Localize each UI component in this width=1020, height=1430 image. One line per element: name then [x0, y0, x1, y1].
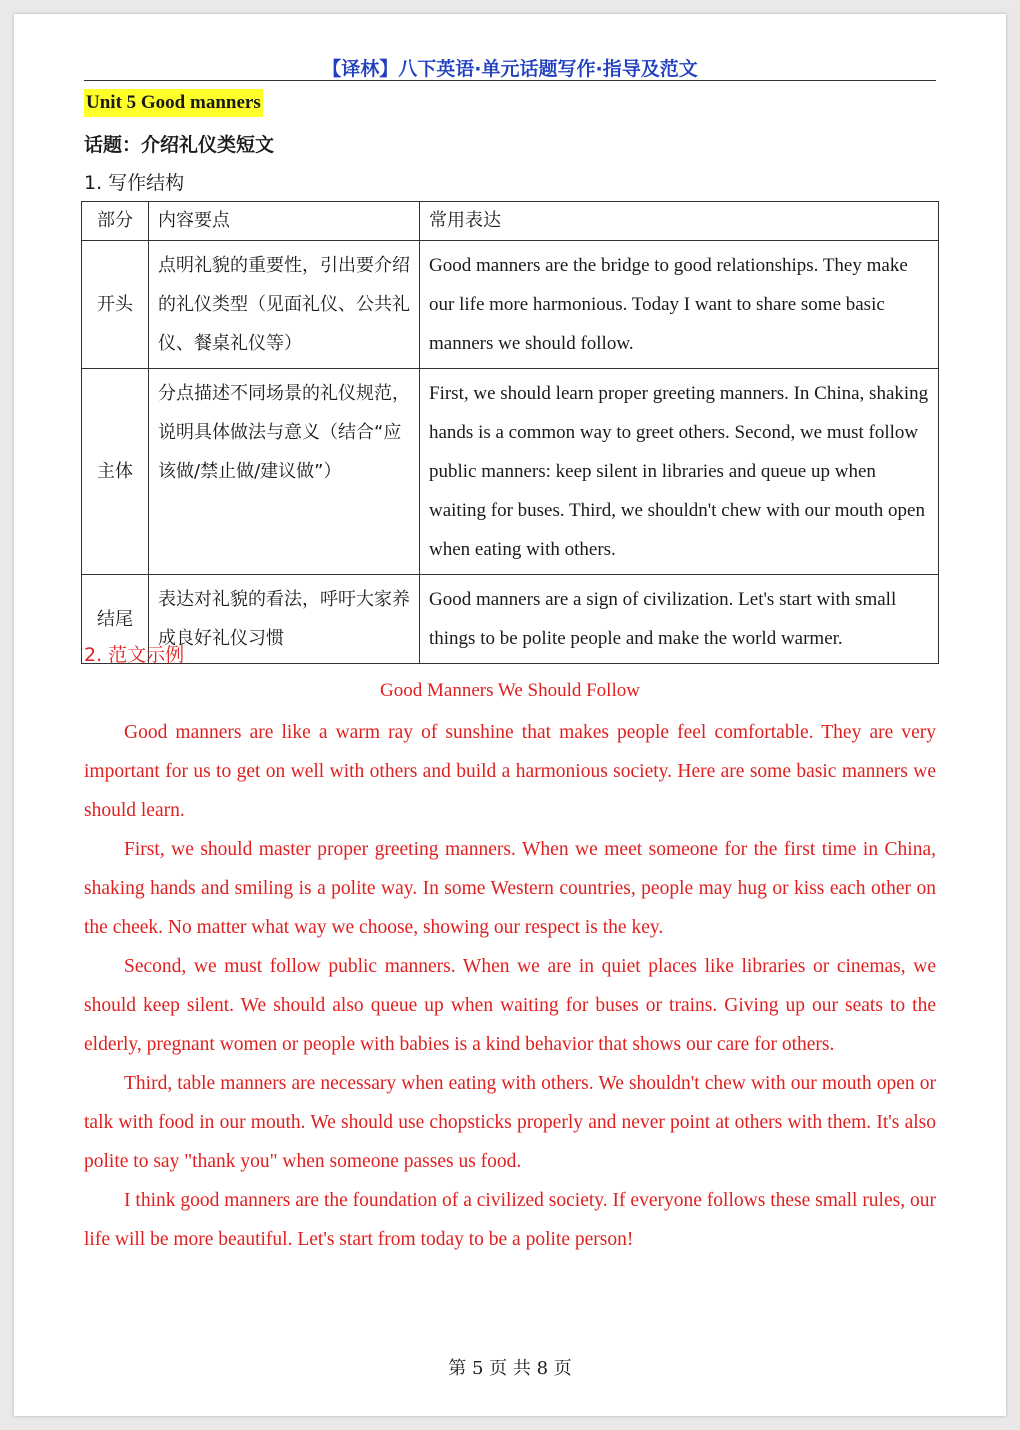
topic-label: 话题：介绍礼仪类短文: [84, 134, 275, 156]
table-cell-part: 结尾: [82, 575, 149, 664]
page-number: 第 5 页 共 8 页: [448, 1358, 572, 1379]
essay-paragraph: I think good manners are the foundation of a civilized society. If everyone follows these small rules, our life will be more beautiful. Let's start from today to be a polite person!: [84, 1190, 936, 1250]
table-row: [82, 575, 939, 664]
essay-paragraph: Second, we must follow public manners. When we are in quiet places like libraries or cinemas, we should keep silent. We should also queue up when waiting for buses or trains. Giving up our seats to the elderly, pregnant women or people with babies is a kind behavior that shows our care for others.: [84, 956, 936, 1055]
table-header-row: [82, 202, 939, 241]
structure-table: [81, 201, 939, 664]
essay-paragraph: Good manners are like a warm ray of sunshine that makes people feel comfortable. They are very important for us to get on well with others and build a harmonious society. Here are some basic manners we should learn.: [84, 722, 936, 821]
table-cell-expressions: Good manners are a sign of civilization. Let's start with small things to be polite people and make the world warmer.: [420, 575, 939, 664]
section-1-title: 1. 写作结构: [84, 172, 185, 194]
essay-paragraph: Third, table manners are necessary when eating with others. We shouldn't chew with our mouth open or talk with food in our mouth. We should use chopsticks properly and never point at others with them. It's also polite to say "thank you" when someone passes us food.: [84, 1073, 936, 1172]
table-cell-points: 分点描述不同场景的礼仪规范，说明具体做法与意义（结合“应该做/禁止做/建议做”）: [149, 369, 420, 575]
table-cell-expressions: Good manners are the bridge to good relationships. They make our life more harmonious. Today I want to share some basic manners we should follow.: [420, 241, 939, 369]
essay-title: Good Manners We Should Follow: [380, 680, 640, 701]
table-row: [82, 369, 939, 575]
table-cell-expressions: First, we should learn proper greeting manners. In China, shaking hands is a common way to greet others. Second, we must follow public manners: keep silent in libraries and queue up when waiting for buses. Third, we shouldn't chew with our mouth open when eating with others.: [420, 369, 939, 575]
document-header: 【译林】八下英语·单元话题写作·指导及范文: [322, 58, 698, 80]
header-divider: [84, 80, 936, 81]
table-cell-part: 主体: [82, 369, 149, 575]
unit-title: Unit 5 Good manners: [84, 89, 263, 117]
table-header-cell: 内容要点: [149, 202, 420, 241]
document-page: [14, 14, 1006, 1416]
table-header-cell: 常用表达: [420, 202, 939, 241]
essay-paragraph: First, we should master proper greeting manners. When we meet someone for the first time in China, shaking hands and smiling is a polite way. In some Western countries, people may hug or kiss each other on the cheek. No matter what way we choose, showing our respect is the key.: [84, 839, 936, 938]
table-cell-part: 开头: [82, 241, 149, 369]
section-2-title: 2. 范文示例: [84, 644, 185, 666]
table-header-cell: 部分: [82, 202, 149, 241]
table-row: [82, 241, 939, 369]
table-cell-points: 点明礼貌的重要性，引出要介绍的礼仪类型（见面礼仪、公共礼仪、餐桌礼仪等）: [149, 241, 420, 369]
essay-body: [84, 713, 936, 1259]
table-cell-points: 表达对礼貌的看法，呼吁大家养成良好礼仪习惯: [149, 575, 420, 664]
